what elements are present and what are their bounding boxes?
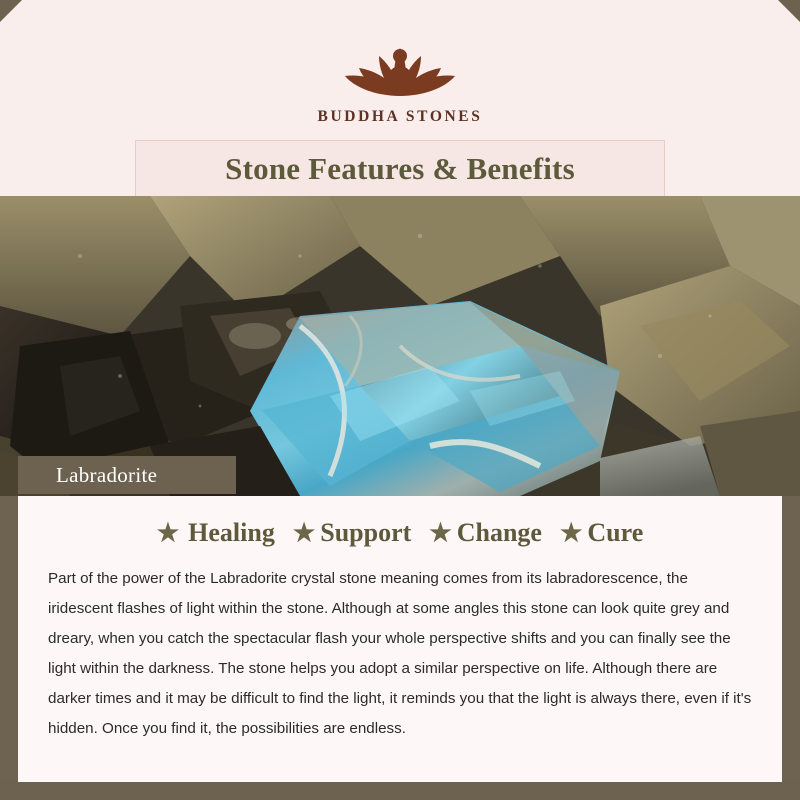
corner-accent-top-left (0, 0, 22, 22)
lotus-meditation-icon (325, 26, 475, 102)
benefit-label: Healing (188, 518, 275, 547)
benefit-label: Cure (587, 518, 644, 547)
star-icon: ★ (559, 519, 583, 547)
star-icon: ★ (429, 519, 452, 547)
stone-photo (0, 196, 800, 496)
title-band (135, 140, 665, 196)
star-icon: ★ (292, 519, 316, 547)
corner-accent-top-right (778, 0, 800, 22)
brand-name: BUDDHA STONES (317, 108, 483, 125)
benefit-healing (151, 518, 281, 548)
content-panel (18, 496, 782, 782)
benefit-cure (554, 518, 649, 548)
page-title: Stone Features & Benefits (225, 150, 575, 186)
description-text: Part of the power of the Labradorite crystal stone meaning comes from its labradorescence, the iridescent flashes of light within the stone. Although at some angles this stone can look quite grey and dreary, when you catch the spectacular flash your whole perspective shifts and you can finally see the light within the darkness. The stone helps you adopt a similar perspective on life. Although there are darker times and it may be difficult to find the light, it reminds you that the light is always there, even if it's hidden. Once you find it, the possibilities are endless. (48, 570, 752, 738)
stone-name-text: Labradorite (56, 462, 158, 487)
benefit-change (423, 518, 548, 548)
header-section (0, 0, 800, 196)
benefit-label: Support (320, 518, 412, 547)
benefit-label: Change (456, 518, 542, 547)
benefit-support (287, 518, 417, 548)
stone-name-label (18, 456, 236, 494)
corner-accent-bottom-left (0, 778, 22, 800)
corner-accent-bottom-right (778, 778, 800, 800)
bottom-frame-strip (0, 780, 800, 800)
benefits-row (48, 518, 752, 548)
star-icon: ★ (156, 519, 180, 547)
